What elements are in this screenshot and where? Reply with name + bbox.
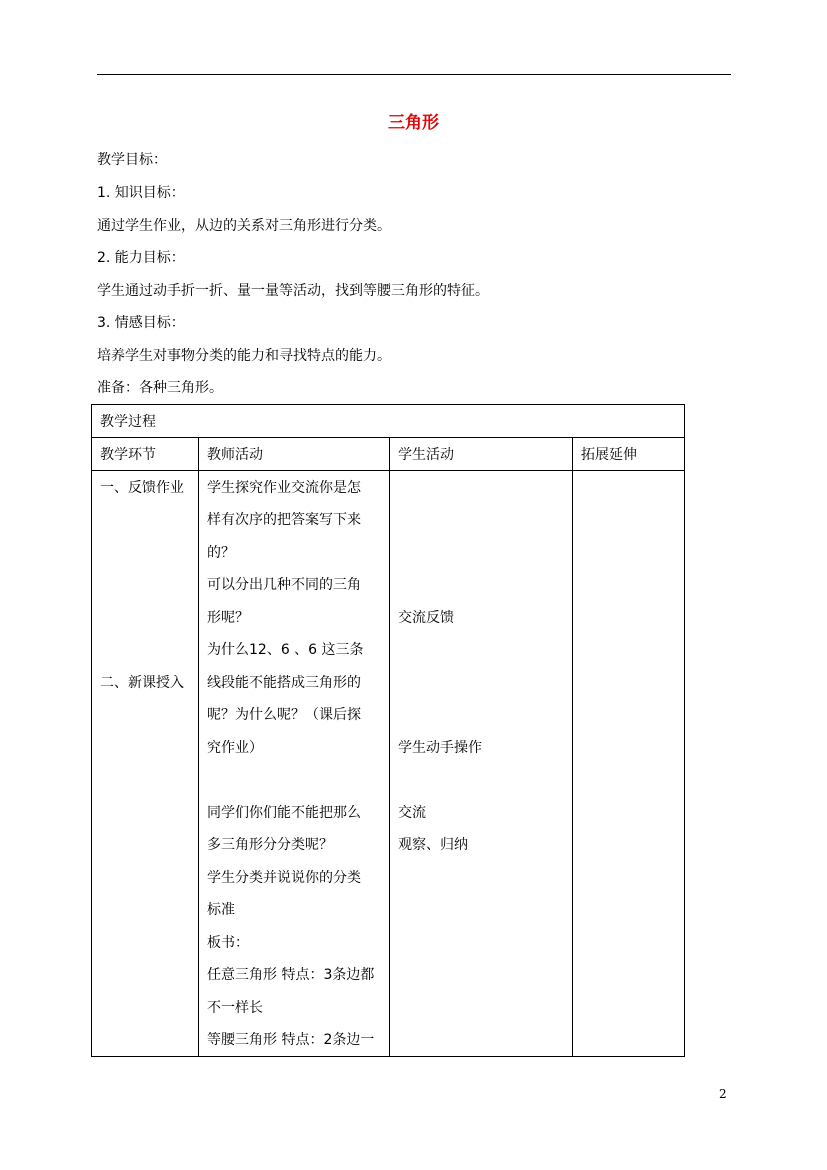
teacher-line: 可以分出几种不同的三角 [207, 577, 361, 593]
teacher-line: 为什么12、6 、6 这三条 [207, 642, 364, 658]
paragraph-ability-text: 学生通过动手折一折、量一量等活动，找到等腰三角形的特征。 [97, 283, 489, 299]
teacher-line: 学生探究作业交流你是怎 [207, 480, 361, 496]
teacher-line: 学生分类并说说你的分类 [207, 870, 361, 886]
table-title: 教学过程 [92, 405, 685, 438]
header-student: 学生活动 [390, 438, 573, 471]
teacher-line: 形呢？ [207, 610, 249, 626]
paragraph-knowledge-text: 通过学生作业，从边的关系对三角形进行分类。 [97, 218, 391, 234]
paragraph-ability-goal: 2. 能力目标： [97, 250, 185, 266]
paragraph-emotion-goal: 3. 情感目标： [97, 315, 185, 331]
paragraph-knowledge-goal: 1. 知识目标： [97, 185, 185, 201]
paragraph-preparation: 准备：各种三角形。 [97, 380, 223, 396]
page-number: 2 [719, 1087, 727, 1101]
page-title: 三角形 [388, 113, 439, 133]
teacher-line: 等腰三角形 特点：2条边一 [207, 1032, 375, 1048]
student-line: 交流反馈 [398, 610, 454, 626]
teacher-line: 同学们你们能不能把那么 [207, 805, 361, 821]
stage-feedback: 一、反馈作业 [100, 480, 184, 496]
teacher-line: 样有次序的把答案写下来 [207, 512, 361, 528]
header-rule [97, 74, 731, 75]
extension-cell [573, 471, 685, 1057]
student-line: 交流 [398, 805, 426, 821]
paragraph-objectives: 教学目标： [97, 152, 167, 168]
lesson-table [91, 404, 685, 1057]
teacher-line: 板书： [207, 935, 249, 951]
teacher-line: 呢？为什么呢？（课后探 [207, 707, 361, 723]
paragraph-emotion-text: 培养学生对事物分类的能力和寻找特点的能力。 [97, 348, 391, 364]
stage-cell [92, 471, 199, 1057]
student-line: 观察、归纳 [398, 837, 468, 853]
teacher-cell [199, 471, 390, 1057]
teacher-line: 的？ [207, 545, 235, 561]
teacher-line: 线段能不能搭成三角形的 [207, 675, 361, 691]
teacher-line: 标准 [207, 902, 235, 918]
header-extension: 拓展延伸 [573, 438, 685, 471]
student-cell [390, 471, 573, 1057]
teacher-line: 任意三角形 特点：3条边都 [207, 967, 375, 983]
header-stage: 教学环节 [92, 438, 199, 471]
teacher-line: 究作业） [207, 740, 263, 756]
stage-new-lesson: 二、新课授入 [100, 675, 184, 691]
student-line: 学生动手操作 [398, 740, 482, 756]
teacher-line: 不一样长 [207, 1000, 263, 1016]
header-teacher: 教师活动 [199, 438, 390, 471]
teacher-line: 多三角形分分类呢？ [207, 837, 333, 853]
